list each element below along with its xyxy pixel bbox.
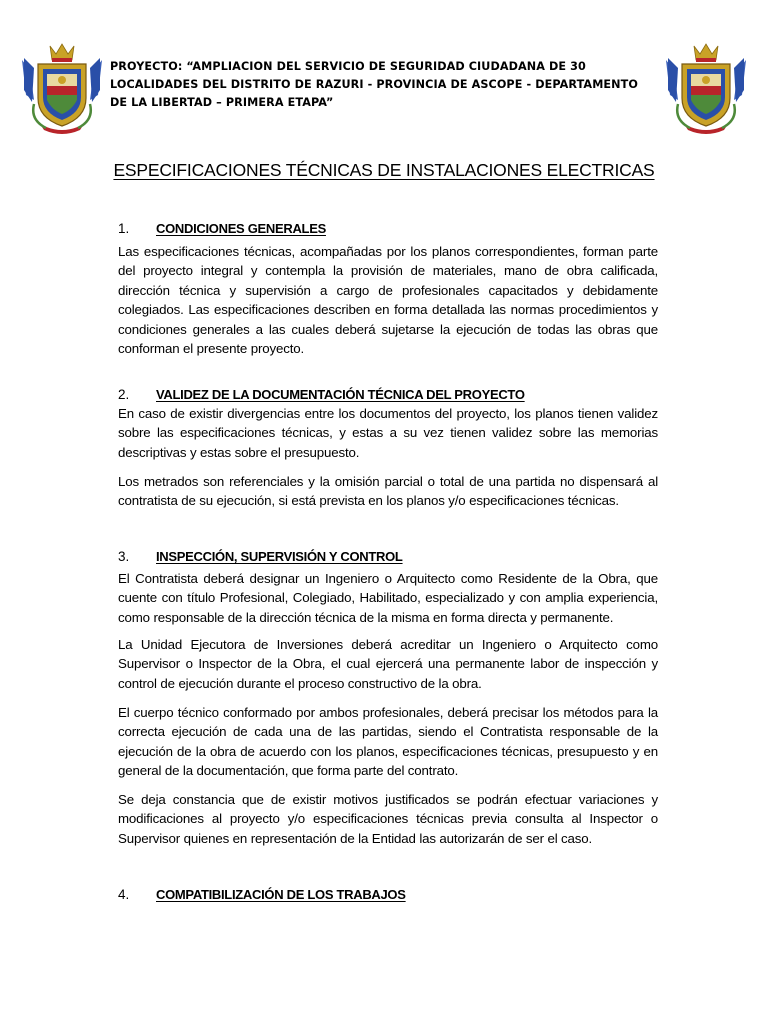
paragraph: En caso de existir divergencias entre los documentos del proyecto, los planos tienen validez sobre las especificaciones técnicas, y estas a su vez tienen validez sobre las memorias descriptivas y estas sobre el presupuesto.	[118, 406, 658, 460]
section-heading	[118, 387, 525, 402]
page-title: ESPECIFICACIONES TÉCNICAS DE INSTALACIONES ELECTRICAS	[113, 160, 655, 180]
coat-of-arms-icon	[20, 40, 104, 138]
project-header: PROYECTO: “AMPLIACION DEL SERVICIO DE SEGURIDAD CIUDADANA DE 30 LOCALIDADES DEL DISTRITO DE RAZURI - PROVINCIA DE ASCOPE - DEPARTAMENTO DE LA LIBERTAD – PRIMERA ETAPA”	[110, 60, 638, 109]
paragraph: El cuerpo técnico conformado por ambos profesionales, deberá precisar los métodos para la correcta ejecución de cada una de las partidas, siendo el Contratista responsable de la ejecución de la obra de acuerdo con los planos, especificaciones técnicas, presupuesto y en general de la documentación, que forma parte del contrato.	[118, 705, 658, 779]
section-heading	[118, 887, 406, 902]
paragraph: Se deja constancia que de existir motivos justificados se podrán efectuar variaciones y modificaciones al proyecto y/o especificaciones técnicas previa consulta al Inspector o Supervisor quienes en representación de la Entidad las autorizarán de ser el caso.	[118, 792, 658, 846]
coat-of-arms-icon	[664, 40, 748, 138]
paragraph: El Contratista deberá designar un Ingeniero o Arquitecto como Residente de la Obra, que cuente con título Profesional, Colegiado, Habilitado, especializado y con amplia experiencia, como responsable de la dirección técnica de la misma en forma directa y permanente.	[118, 571, 658, 625]
section-title: CONDICIONES GENERALES	[156, 221, 326, 236]
section-heading	[118, 221, 326, 236]
section-number: 1.	[118, 221, 130, 236]
section-number: 2.	[118, 387, 130, 402]
section-number: 3.	[118, 549, 130, 564]
paragraph: Las especificaciones técnicas, acompañadas por los planos correspondientes, forman parte del proyecto integral y contempla la provisión de materiales, mano de obra calificada, dirección técnica y supervisión a cargo de profesionales capacitados y debidamente colegiados. Las especificaciones describen en forma detallada las normas procedimientos y condiciones generales a las cuales deberá sujetarse la ejecución de todas las obras que conforman el presente proyecto.	[118, 244, 658, 357]
section-title: INSPECCIÓN, SUPERVISIÓN Y CONTROL	[156, 549, 403, 564]
section-title: COMPATIBILIZACIÓN DE LOS TRABAJOS	[156, 887, 406, 902]
section-heading	[118, 549, 403, 564]
paragraph: Los metrados son referenciales y la omisión parcial o total de una partida no dispensará al contratista de su ejecución, si está prevista en los planos y/o especificaciones técnicas.	[118, 474, 658, 509]
section-number: 4.	[118, 887, 130, 902]
section-title: VALIDEZ DE LA DOCUMENTACIÓN TÉCNICA DEL PROYECTO	[156, 387, 525, 402]
paragraph: La Unidad Ejecutora de Inversiones deberá acreditar un Ingeniero o Arquitecto como Supervisor o Inspector de la Obra, el cual ejercerá una permanente labor de inspección y control de ejecución durante el proceso constructivo de la obra.	[118, 637, 658, 691]
